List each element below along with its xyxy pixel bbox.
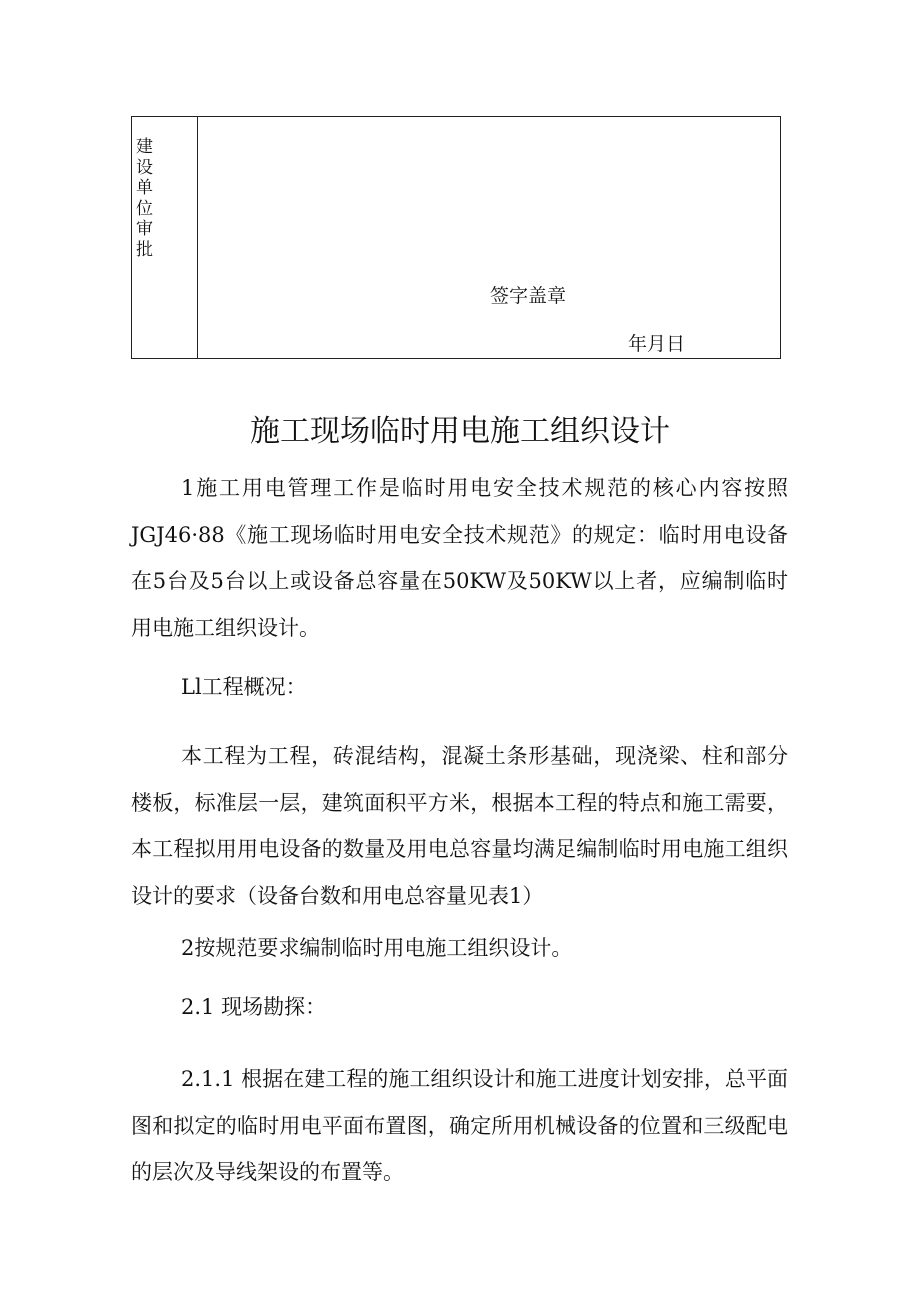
document-title: 施工现场临时用电施工组织设计 [250,414,670,449]
heading-section-2: 2按规范要求编制临时用电施工组织设计。 [181,936,573,960]
approval-label: 建设单位审批 [136,137,153,260]
paragraph-section-2-1-1: 2.1.1 根据在建工程的施工组织设计和施工进度计划安排，总平面图和拟定的临时用电平面布置图，确定所用机械设备的位置和三级配电的层次及导线架设的布置等。 [131,1067,788,1184]
heading-section-2-1: 2.1 现场勘探： [181,995,327,1019]
signature-label: 签字盖章 [490,285,567,307]
paragraph-intro: 1施工用电管理工作是临时用电安全技术规范的核心内容按照JGJ46·88《施工现场临时用电安全技术规范》的规定：临时用电设备在5台及5台以上或设备总容量在50KW及50KW以上者，应编制临时用电施工组织设计。 [131,476,788,640]
approval-table [131,116,781,359]
approval-label-cell [132,117,198,358]
heading-project-overview: Ll工程概况： [181,675,307,699]
paragraph-project-overview: 本工程为工程，砖混结构，混凝土条形基础，现浇梁、柱和部分楼板，标准层一层，建筑面积平方米，根据本工程的特点和施工需要，本工程拟用用电设备的数量及用电总容量均满足编制临时用电施工组织设计的要求（设备台数和用电总容量见表1） [131,744,788,908]
date-label: 年月日 [628,333,686,355]
